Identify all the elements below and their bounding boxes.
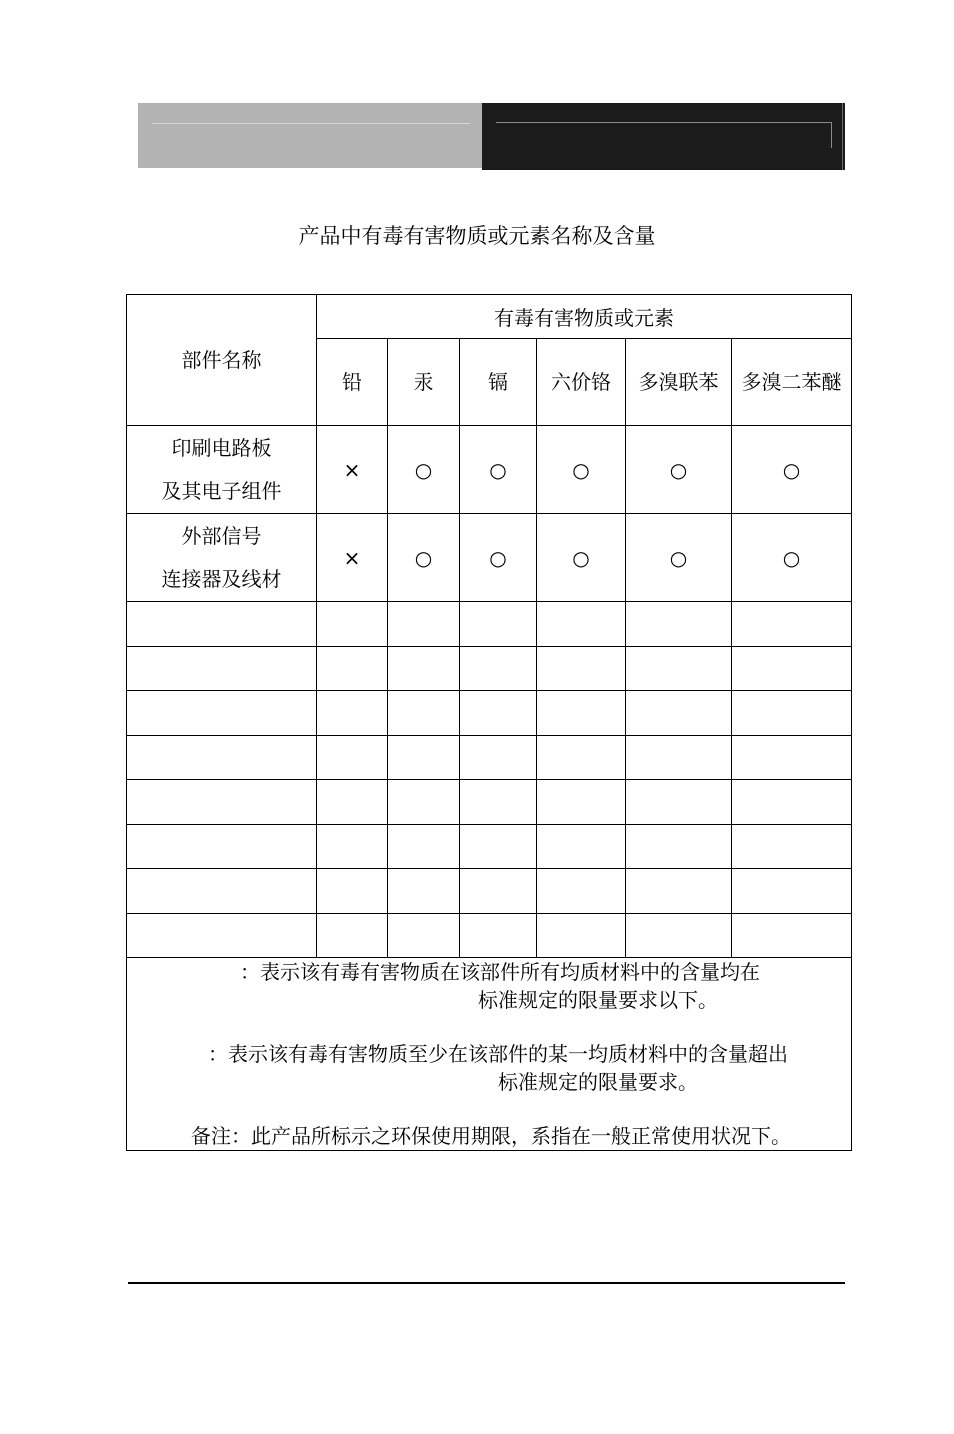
header-band-right bbox=[482, 103, 845, 170]
circle-mark: ○ bbox=[732, 514, 852, 602]
empty-cell bbox=[732, 869, 852, 914]
empty-cell bbox=[626, 646, 732, 691]
empty-table-row bbox=[127, 824, 852, 869]
empty-cell bbox=[537, 780, 626, 825]
empty-cell bbox=[127, 602, 317, 647]
empty-cell bbox=[626, 735, 732, 780]
empty-cell bbox=[388, 646, 460, 691]
part-name-line: 印刷电路板 bbox=[171, 435, 272, 460]
empty-cell bbox=[626, 602, 732, 647]
part-name-line: 及其电子组件 bbox=[161, 478, 282, 503]
empty-cell bbox=[537, 869, 626, 914]
header-band-right-frame bbox=[496, 122, 832, 148]
header-band-left-line bbox=[152, 123, 470, 124]
empty-cell bbox=[732, 646, 852, 691]
empty-cell bbox=[388, 869, 460, 914]
empty-cell bbox=[388, 602, 460, 647]
part-name-cell bbox=[127, 514, 317, 602]
empty-cell bbox=[537, 602, 626, 647]
header-band-right-edge bbox=[842, 103, 843, 170]
empty-cell bbox=[317, 646, 388, 691]
empty-cell bbox=[460, 646, 537, 691]
empty-cell bbox=[460, 780, 537, 825]
part-name-line: 外部信号 bbox=[181, 523, 262, 548]
empty-cell bbox=[537, 824, 626, 869]
empty-table-row bbox=[127, 869, 852, 914]
part-name-cell bbox=[127, 426, 317, 514]
cross-mark: × bbox=[317, 426, 388, 514]
circle-mark: ○ bbox=[388, 426, 460, 514]
element-header-cadmium: 镉 bbox=[460, 339, 537, 426]
empty-cell bbox=[460, 869, 537, 914]
circle-mark: ○ bbox=[626, 514, 732, 602]
empty-cell bbox=[317, 869, 388, 914]
empty-cell bbox=[626, 780, 732, 825]
empty-cell bbox=[388, 735, 460, 780]
empty-cell bbox=[460, 735, 537, 780]
element-header-mercury: 汞 bbox=[388, 339, 460, 426]
circle-mark: ○ bbox=[460, 514, 537, 602]
empty-cell bbox=[127, 913, 317, 958]
empty-cell bbox=[388, 780, 460, 825]
cross-legend-line-2: 标准规定的限量要求。 bbox=[498, 1070, 699, 1094]
element-header-pbb: 多溴联苯 bbox=[626, 339, 732, 426]
circle-mark: ○ bbox=[388, 514, 460, 602]
empty-cell bbox=[127, 780, 317, 825]
empty-cell bbox=[537, 735, 626, 780]
empty-cell bbox=[732, 735, 852, 780]
empty-cell bbox=[460, 602, 537, 647]
circle-mark: ○ bbox=[626, 426, 732, 514]
empty-table-row bbox=[127, 646, 852, 691]
part-name-header: 部件名称 bbox=[127, 295, 317, 426]
empty-table-row bbox=[127, 691, 852, 736]
empty-cell bbox=[388, 824, 460, 869]
footer-rule bbox=[128, 1282, 845, 1284]
empty-cell bbox=[127, 824, 317, 869]
empty-cell bbox=[537, 913, 626, 958]
empty-cell bbox=[317, 602, 388, 647]
hazardous-substance-table bbox=[126, 294, 852, 1151]
empty-table-row bbox=[127, 602, 852, 647]
empty-cell bbox=[317, 691, 388, 736]
header-band-left bbox=[138, 103, 482, 168]
empty-cell bbox=[127, 691, 317, 736]
element-header-hexavalent-chromium: 六价铬 bbox=[537, 339, 626, 426]
empty-cell bbox=[460, 824, 537, 869]
empty-cell bbox=[460, 913, 537, 958]
circle-mark: ○ bbox=[537, 426, 626, 514]
empty-cell bbox=[537, 646, 626, 691]
empty-cell bbox=[732, 824, 852, 869]
empty-cell bbox=[626, 824, 732, 869]
empty-cell bbox=[626, 869, 732, 914]
circle-mark: ○ bbox=[460, 426, 537, 514]
remark-line: 备注：此产品所标示之环保使用期限，系指在一般正常使用状况下。 bbox=[191, 1124, 792, 1148]
cross-mark: × bbox=[317, 514, 388, 602]
cross-legend-line-1: ：表示该有毒有害物质至少在该部件的某一均质材料中的含量超出 bbox=[208, 1042, 789, 1066]
empty-cell bbox=[732, 780, 852, 825]
empty-cell bbox=[460, 691, 537, 736]
notes-cell bbox=[127, 958, 852, 1151]
empty-cell bbox=[626, 913, 732, 958]
circle-mark: ○ bbox=[732, 426, 852, 514]
empty-cell bbox=[388, 913, 460, 958]
empty-cell bbox=[127, 735, 317, 780]
table-row bbox=[127, 426, 852, 514]
circle-legend-line-1: ：表示该有毒有害物质在该部件所有均质材料中的含量均在 bbox=[240, 960, 761, 984]
empty-cell bbox=[127, 869, 317, 914]
empty-cell bbox=[388, 691, 460, 736]
empty-cell bbox=[537, 691, 626, 736]
empty-table-row bbox=[127, 780, 852, 825]
element-header-pbde: 多溴二苯醚 bbox=[732, 339, 852, 426]
empty-cell bbox=[317, 780, 388, 825]
part-name-line: 连接器及线材 bbox=[161, 566, 282, 591]
element-header-lead: 铅 bbox=[317, 339, 388, 426]
empty-cell bbox=[732, 691, 852, 736]
empty-cell bbox=[317, 824, 388, 869]
empty-cell bbox=[732, 602, 852, 647]
empty-cell bbox=[317, 735, 388, 780]
empty-cell bbox=[626, 691, 732, 736]
circle-mark: ○ bbox=[537, 514, 626, 602]
circle-legend-line-2: 标准规定的限量要求以下。 bbox=[478, 988, 719, 1012]
table-row bbox=[127, 514, 852, 602]
empty-table-row bbox=[127, 913, 852, 958]
empty-table-row bbox=[127, 735, 852, 780]
empty-cell bbox=[127, 646, 317, 691]
substance-group-header: 有毒有害物质或元素 bbox=[317, 295, 852, 339]
document-title: 产品中有毒有害物质或元素名称及含量 bbox=[298, 224, 656, 248]
empty-cell bbox=[317, 913, 388, 958]
empty-cell bbox=[732, 913, 852, 958]
